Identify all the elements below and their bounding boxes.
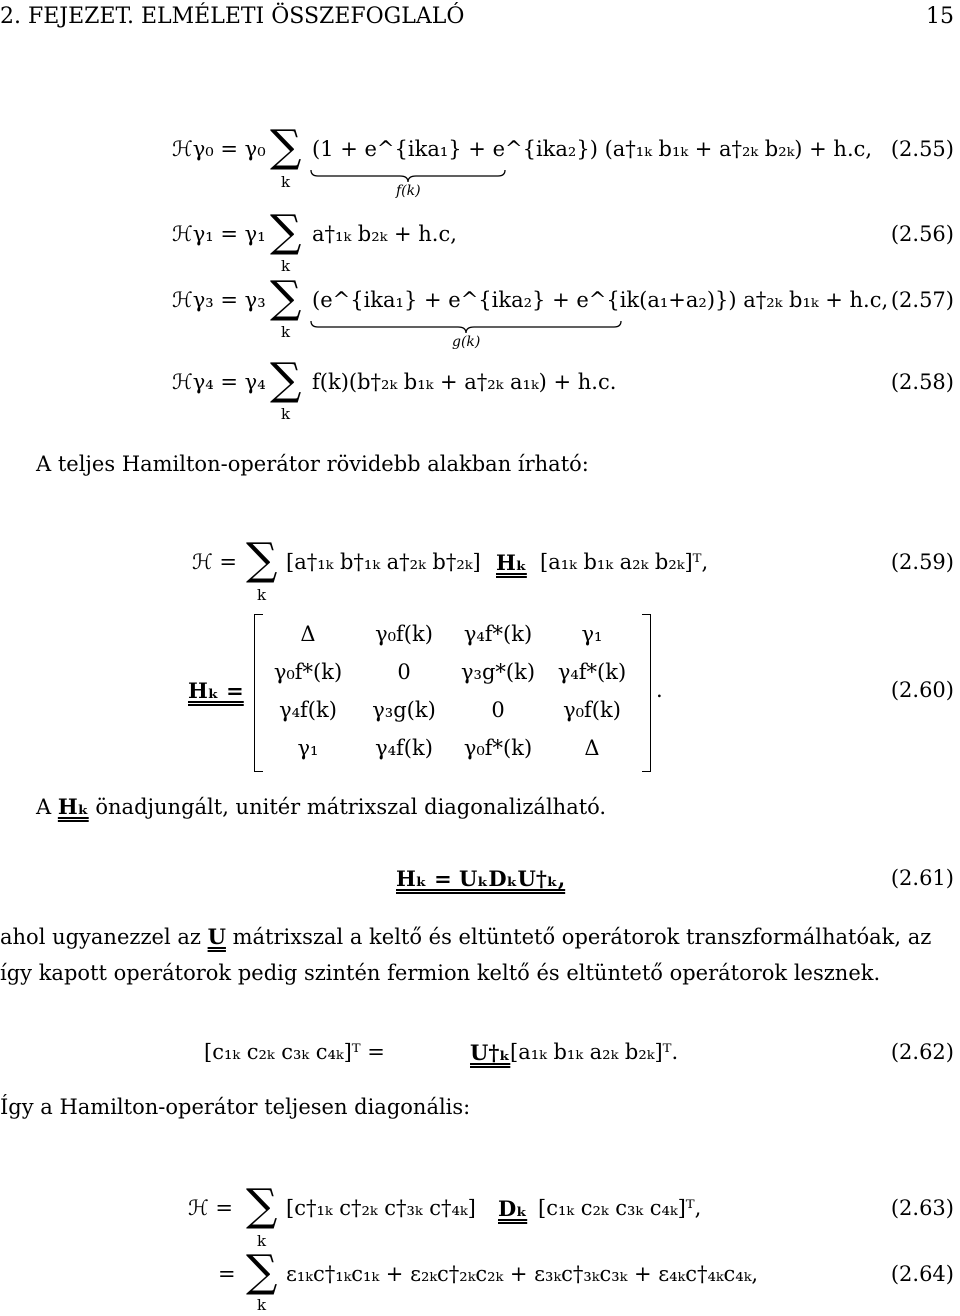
- sum-sign: ∑: [246, 534, 278, 585]
- paragraph-2-prefix: A: [36, 795, 52, 819]
- eq259-number: (2.59): [890, 550, 954, 574]
- matrix-cell-1-4: γ₁: [581, 622, 603, 646]
- eq258-lhs: ℋγ₄ = γ₄: [172, 370, 266, 394]
- underbrace: [310, 169, 506, 183]
- matrix-h-symbol: Hₖ: [57, 794, 89, 819]
- matrix-cell-4-1: γ₁: [297, 736, 319, 760]
- eq259-col-vector: [a₁ₖ b₁ₖ a₂ₖ b₂ₖ]ᵀ,: [540, 550, 709, 574]
- matrix-u-symbol: U: [207, 924, 226, 949]
- eq257-number: (2.57): [890, 288, 954, 312]
- equation-2-64: [0, 1246, 960, 1316]
- matrix-cell-3-3: 0: [491, 698, 505, 722]
- eq255-lhs: ℋγ₀ = γ₀: [172, 137, 266, 161]
- paragraph-1: A teljes Hamilton-operátor rövidebb alakban írható:: [36, 452, 589, 476]
- paragraph-2-suffix: önadjungált, unitér mátrixszal diagonalizálható.: [95, 795, 607, 819]
- sum-sign: ∑: [270, 354, 302, 405]
- eq260-number: (2.60): [890, 678, 954, 702]
- matrix-cell-4-4: Δ: [584, 736, 600, 760]
- matrix-cell-3-4: γ₀f(k): [563, 698, 621, 722]
- matrix-cell-2-1: γ₀f*(k): [273, 660, 343, 684]
- eq259-lhs: ℋ =: [192, 550, 238, 574]
- equation-2-59: [0, 534, 960, 610]
- eq264-body: ε₁ₖc†₁ₖc₁ₖ + ε₂ₖc†₂ₖc₂ₖ + ε₃ₖc†₃ₖc₃ₖ + ε₄ₖc†₄ₖc₄ₖ,: [286, 1262, 759, 1286]
- paragraph-2: [36, 789, 606, 825]
- equation-2-57: [0, 272, 960, 358]
- sum-sign: ∑: [270, 206, 302, 257]
- matrix-cell-1-3: γ₄f*(k): [463, 622, 533, 646]
- eq255-number: (2.55): [890, 137, 954, 161]
- sum-sign: ∑: [246, 1246, 278, 1297]
- equation-2-61: [0, 860, 960, 900]
- paragraph-3-text-b: mátrixszal a keltő és eltüntető operátorok transzformálhatóak, az: [232, 925, 932, 949]
- eq263-sum-index: k: [257, 1232, 267, 1250]
- matrix-u-dagger: U†ₖ: [470, 1040, 511, 1065]
- matrix-cell-3-2: γ₃g(k): [372, 698, 436, 722]
- eq263-row-vector: [c†₁ₖ c†₂ₖ c†₃ₖ c†₄ₖ]: [286, 1196, 476, 1220]
- eq257-underbrace-label: g(k): [452, 334, 481, 350]
- eq255-sum-index: k: [281, 173, 291, 191]
- matrix-cell-1-1: Δ: [300, 622, 316, 646]
- matrix-cell-2-3: γ₃g*(k): [460, 660, 536, 684]
- matrix-cell-2-2: 0: [397, 660, 411, 684]
- eq255-body: (1 + e^{ika₁} + e^{ika₂}) (a†₁ₖ b₁ₖ + a†₂ₖ b₂ₖ) + h.c,: [312, 137, 873, 161]
- eq256-lhs: ℋγ₁ = γ₁: [172, 222, 266, 246]
- equation-2-60: [0, 614, 960, 774]
- eq257-body: (e^{ika₁} + e^{ika₂} + e^{ik(a₁+a₂)}) a†₂ₖ b₁ₖ + h.c,: [312, 288, 889, 312]
- paragraph-3-text-a: ahol ugyanezzel az: [0, 925, 201, 949]
- matrix-cell-2-4: γ₄f*(k): [557, 660, 627, 684]
- eq261-number: (2.61): [890, 866, 954, 890]
- underbrace: [310, 320, 622, 334]
- equation-2-62: [0, 1030, 960, 1080]
- equation-2-58: [0, 354, 960, 423]
- equation-2-63: [0, 1180, 960, 1250]
- matrix-cell-4-3: γ₀f*(k): [463, 736, 533, 760]
- eq261-body: Hₖ = UₖDₖU†ₖ,: [396, 866, 566, 891]
- eq256-sum-index: k: [281, 257, 291, 275]
- eq260-trailing: .: [656, 678, 663, 702]
- eq263-number: (2.63): [890, 1196, 954, 1220]
- eq255-underbrace-label: f(k): [396, 183, 421, 199]
- eq260-lhs: Hₖ =: [188, 678, 244, 703]
- eq262-lhs: [c₁ₖ c₂ₖ c₃ₖ c₄ₖ]ᵀ =: [204, 1040, 385, 1064]
- paragraph-3-line-2: így kapott operátorok pedig szintén fermion keltő és eltüntető operátorok lesznek.: [0, 961, 881, 985]
- sum-sign: ∑: [246, 1180, 278, 1231]
- paragraph-3-line-1: [0, 919, 931, 955]
- eq259-sum-index: k: [257, 586, 267, 604]
- sum-sign: ∑: [270, 272, 302, 323]
- eq262-number: (2.62): [890, 1040, 954, 1064]
- eq264-number: (2.64): [890, 1262, 954, 1286]
- matrix-d-symbol: Dₖ: [498, 1196, 528, 1221]
- matrix-cell-1-2: γ₀f(k): [375, 622, 433, 646]
- eq258-number: (2.58): [890, 370, 954, 394]
- eq259-row-vector: [a†₁ₖ b†₁ₖ a†₂ₖ b†₂ₖ]: [286, 550, 481, 574]
- chapter-header: 2. FEJEZET. ELMÉLETI ÖSSZEFOGLALÓ: [0, 4, 465, 29]
- right-bracket: [642, 614, 651, 772]
- eq258-sum-index: k: [281, 405, 291, 423]
- sum-sign: ∑: [270, 121, 302, 172]
- eq257-sum-index: k: [281, 323, 291, 341]
- eq258-body: f(k)(b†₂ₖ b₁ₖ + a†₂ₖ a₁ₖ) + h.c.: [312, 370, 617, 394]
- eq262-rhs: [a₁ₖ b₁ₖ a₂ₖ b₂ₖ]ᵀ.: [510, 1040, 679, 1064]
- matrix-cell-4-2: γ₄f(k): [375, 736, 433, 760]
- matrix-cell-3-1: γ₄f(k): [279, 698, 337, 722]
- page-number: 15: [926, 4, 954, 29]
- eq264-lhs: =: [218, 1262, 236, 1286]
- eq263-col-vector: [c₁ₖ c₂ₖ c₃ₖ c₄ₖ]ᵀ,: [538, 1196, 702, 1220]
- eq264-sum-index: k: [257, 1296, 267, 1314]
- hamiltonian-matrix: [262, 614, 642, 770]
- paragraph-4: Így a Hamilton-operátor teljesen diagonális:: [0, 1095, 471, 1119]
- equation-2-56: [0, 206, 960, 275]
- eq257-lhs: ℋγ₃ = γ₃: [172, 288, 266, 312]
- eq256-body: a†₁ₖ b₂ₖ + h.c,: [312, 222, 457, 246]
- eq263-lhs: ℋ =: [188, 1196, 234, 1220]
- eq256-number: (2.56): [890, 222, 954, 246]
- equation-2-55: [0, 121, 960, 205]
- matrix-h-symbol: Hₖ: [496, 550, 527, 575]
